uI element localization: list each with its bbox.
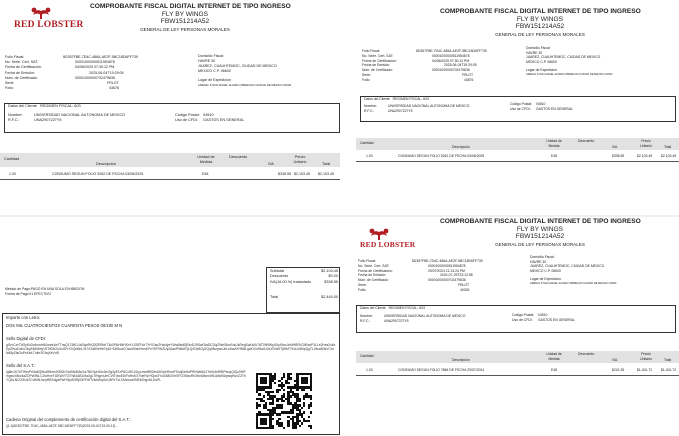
sello-sat-label: Sello del S.A.T.: bbox=[6, 363, 36, 368]
client-box-title: Datos del Cliente REGIMEN FISCAL: 603 bbox=[360, 306, 425, 310]
company-name: FLY BY WINGS bbox=[516, 225, 564, 233]
invoice-header bbox=[440, 218, 640, 247]
client-info-right: Código Postal: 04510 Uso de CFDI: GASTOS EN GENERAL bbox=[510, 102, 573, 111]
cadena-original-label: Cadena Original del complemento de certificación digital del S.A.T.: bbox=[6, 417, 131, 422]
totals-summary: Subtotal $2,103.45 Descuento $0.00 IVA(16.00 %) trasladado $338.55 Total $2,440.00 bbox=[270, 269, 338, 299]
fiscal-info: Folio Fiscal: 8D357FBE-7D4C-486A-AE2F-5BC18D6FF739 No. Serie. Cert. SAT: 00001000000511954878 Fecha de Certificación: 04/06/2025 07:30:12 PM Fecha de Emisión: 2025-06-04T19:29:05 Núm. de Certificado: 00001000000702479836 Serie: FRLOT Folio: 43676 bbox=[362, 49, 487, 82]
invoice-header bbox=[90, 3, 291, 32]
amount-in-words: DOS MIL CUATROCIENTOS CUARENTA PESOS 00/100 M N bbox=[6, 323, 123, 328]
cadena-original-value: ||1.1|8D357FBE-7D4C-486A-AE2F-5BC18D6FF739|2025-06-04T19:30:12|... bbox=[6, 424, 119, 428]
invoice-document-3 bbox=[340, 217, 679, 436]
client-info: Nombre: UNIVERSIDAD NACIONAL AUTONOMA DE MEXICO R.F.C.: UNA2907227Y5 bbox=[8, 113, 126, 123]
invoice-document-1-page-2 bbox=[0, 217, 340, 436]
sello-cfdi-value: gGrvCzvT6GyKd3n4vmhNUwelr4wTTnsQ1T69CrJdSqbRrQ8ZERbKT4k0PAHMHSnYLS9ZFaY7HYGacZHw4yeYWw5bdEjEkvDJ9SwGtaZlCGqZWeS6wSdcJkRegSuKs0h7AT09NWpU5yiSwvJnMHBFkCMNwP3L1e2Hes2x6xEpZfrccDdrLDbpSMN6hyV9TiKW2U4cGFrXXQdBnLSt7X2a8VeHhYp6J+Db9uaCOsoM0xkHvmKPzYEFlWZUy2AanPNtk8Yj1Q4Oe8OyZQq5NzpwnJnLsKwAYHMkLgwDXcRbzIU0xXR4s9TjWbF7KvLh5MpQgTL2eiwB3sVCmNd8yZfaOuPsKwLTuIbr3GhqXeVnR bbox=[6, 343, 336, 356]
company-regimen: GENERAL DE LEY PERSONAS MORALES bbox=[140, 26, 230, 32]
invoice-title: COMPROBANTE FISCAL DIGITAL INTERNET DE TIPO INGRESO bbox=[440, 8, 641, 15]
company-name: FLY BY WINGS bbox=[161, 10, 209, 18]
sello-sat-value: Igl8n1K7bTfHmPrMa5QlHu8fHmn0GB3O4oBM4MsOa7NKSpHiUc3mZg3y8TzP6Co9I10UyLmmBfKMsU6VpkRmnFSoqDbHaPRhWe8A1TrbN4eRfBPeuqQIQc9HRmgxuV8kv4aZDPsI9NLC2wHxeTt2KWVTGTh84AB1Ma3gL7tHgmUmCVtTIxwEDiFdHsKX7NeRpYfQwGYoGB8GVtrSFO39lzoRh3KeABmn6N1k5s9lApwqHunZ2TbYQALNCiX5Uk7CvtMNJxnyRBXdgAPwfY8pW3RjlOEFt1PVisbWqGnU5PxTzLYA4mwz0NEkShgv8LJruPL bbox=[6, 370, 246, 383]
invoice-title: COMPROBANTE FISCAL DIGITAL INTERNET DE TIPO INGRESO bbox=[440, 218, 641, 225]
items-table-header: Cantidad Descripción Unidad de Medida Descuento IVA Precio Unitario Total bbox=[0, 153, 340, 167]
domicilio-fiscal: Domicilio Fiscal: HAVRE 30 JUAREZ, CUAUHTEMOC, CIUDAD DE MEXICO MEXICO C.P. 06600 Lugar de Expedicion ARENAL 8 SAN ANGEL ALVARO OBREGON CIUDAD DE MEXICO 01000 bbox=[526, 46, 613, 76]
brand-logo-text: RED LOBSTER bbox=[14, 20, 84, 30]
fiscal-info: Folio Fiscal: 8D357FBE-7D4C-486A-AE2F-5BC18D6FF739 No. Serie. Cert. SAT: 00001000000511954878 Fecha de Certificación: 04/06/2025 07:30:12 PM Fecha de Emisión: 2025-06-04T19:29:05 Núm. de Certificado: 00001000000702479836 Serie: FRLOT Folio: 43676 bbox=[5, 55, 138, 91]
payment-form: Forma de Pago:01 EFECTIVO bbox=[5, 292, 51, 296]
qr-code-icon bbox=[256, 373, 312, 429]
table-row: 1.00 CONSUMO SEGUN FOLIO 5262 DE FECHA 03/06/2025 E48 $338.55 $2,103.45 $2,103.45 bbox=[366, 154, 677, 158]
discount-value: $0.00 bbox=[328, 274, 338, 279]
total-value: $2,440.00 bbox=[321, 294, 338, 299]
payment-method: Método de Pago:PAGO EN UNA SOLA EXHIBICION bbox=[5, 287, 85, 291]
company-regimen: GENERAL DE LEY PERSONAS MORALES bbox=[495, 241, 585, 247]
sello-cfdi-label: Sello Digital de CFDI: bbox=[6, 336, 47, 341]
domicilio-fiscal: Domicilio Fiscal: HAVRE 30 JUAREZ, CUAUHTEMOC, CIUDAD DE MEXICO MEXICO C.P. 06600 Lugar de Expedicion ARENAL 8 SAN ANGEL ALVARO OBREGON CIUDAD DE MEXICO 01000 bbox=[198, 54, 292, 87]
client-info: Nombre: UNIVERSIDAD NACIONAL AUTONOMA DE MEXICO R.F.C.: UNA2907227Y5 bbox=[360, 314, 466, 323]
table-row: 1.00 CONSUMO SEGUN FOLIO 7866 DE FECHA 29/07/2024 E48 $224.35 $1,401.72 $1,401.72 bbox=[366, 368, 677, 372]
payment-info bbox=[5, 287, 84, 297]
invoice-header bbox=[440, 8, 640, 37]
items-table-header: Cantidad Descripción Unidad de Medida Descuento IVA Precio Unitario Total bbox=[356, 351, 679, 363]
company-rfc: FBW151214A52 bbox=[515, 233, 565, 241]
client-info: Nombre: UNIVERSIDAD NACIONAL AUTONOMA DE MEXICO R.F.C.: UNA2907227Y5 bbox=[364, 104, 470, 113]
table-row: 1.00 CONSUMO SEGUN FOLIO 5262 DE FECHA 03/06/2025 E48 $338.55 $2,103.45 $2,103.45 bbox=[9, 172, 334, 176]
domicilio-fiscal: Domicilio Fiscal: HAVRE 30 JUAREZ, CUAUHTEMOC, CIUDAD DE MEXICO MEXICO C.P. 06600 Lugar de Expedicion ARENAL 8 SAN ANGEL ALVARO OBREGON CIUDAD DE MEXICO 01000 bbox=[530, 255, 617, 285]
items-table-header: Cantidad Descripción Unidad de Medida Descuento IVA Precio Unitario Total bbox=[356, 138, 679, 150]
invoice-title: COMPROBANTE FISCAL DIGITAL INTERNET DE TIPO INGRESO bbox=[90, 3, 291, 10]
company-rfc: FBW151214A52 bbox=[160, 18, 210, 26]
company-regimen: GENERAL DE LEY PERSONAS MORALES bbox=[495, 31, 585, 37]
fiscal-info: Folio Fiscal: 8D357FBE-7D4C-486A-AE2F-5BC18D6FF739 No. Serie. Cert. SAT: 00001000000511954878 Fecha de Certificación: 29/07/2024 11:13:24 PM Fecha de Emisión: 2024-07-29T23:12:58 Núm. de Certificado: 00001000000702479836 Serie: FRLOT Folio: 40326 bbox=[358, 259, 483, 292]
subtotal-value: $2,103.45 bbox=[321, 269, 338, 273]
client-box-title: Datos del Cliente REGIMEN FISCAL: 603 bbox=[364, 97, 429, 101]
company-rfc: FBW151214A52 bbox=[515, 23, 565, 31]
amount-in-words-label: Importe con Letra: bbox=[6, 315, 40, 320]
client-box-title: Datos del Cliente REGIMEN FISCAL: 603 bbox=[8, 104, 81, 108]
invoice-document-2 bbox=[340, 0, 679, 215]
invoice-document-1 bbox=[0, 0, 340, 215]
brand-logo-text: RED LOBSTER bbox=[360, 240, 416, 249]
client-info-right: Código Postal: 04510 Uso de CFDI: GASTOS EN GENERAL bbox=[175, 113, 245, 123]
client-info-right: Código Postal: 04510 Uso de CFDI: GASTOS EN GENERAL bbox=[512, 313, 575, 322]
iva-value: $338.55 bbox=[324, 279, 338, 284]
company-name: FLY BY WINGS bbox=[516, 15, 564, 23]
